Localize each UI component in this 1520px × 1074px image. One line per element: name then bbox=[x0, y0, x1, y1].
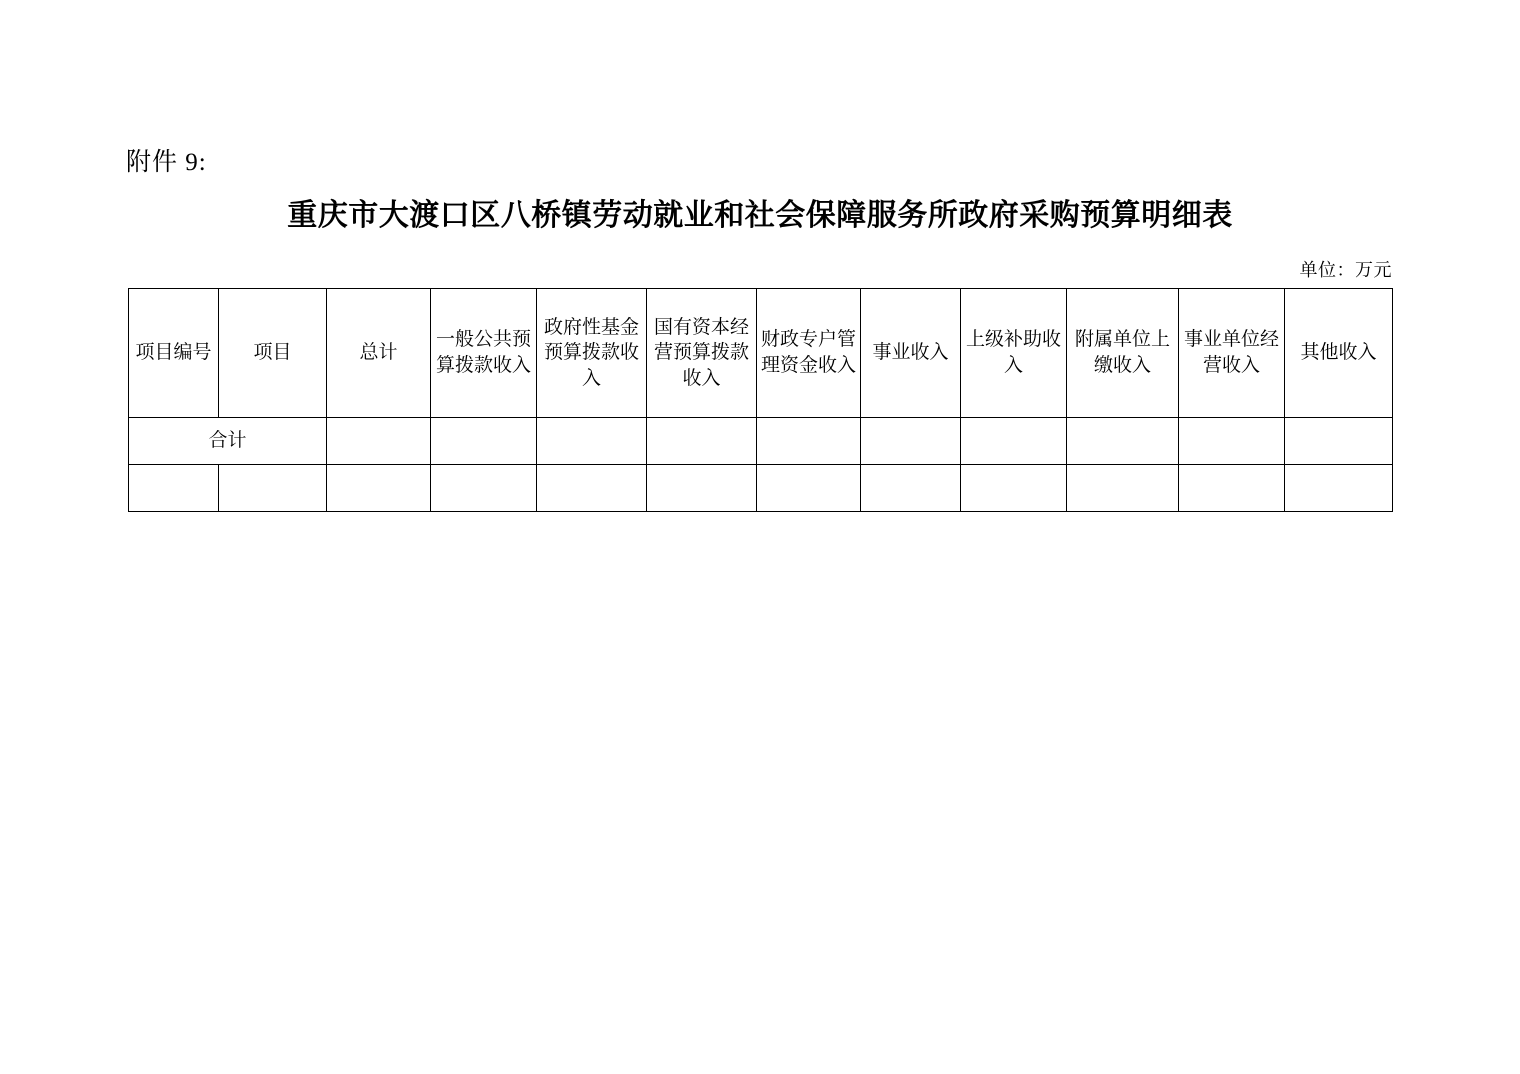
table-header-row bbox=[129, 289, 1393, 418]
column-header-government-fund-budget-appropriation: 政府性基金预算拨款收入 bbox=[537, 289, 647, 418]
table-cell bbox=[219, 465, 327, 512]
table-cell bbox=[961, 418, 1067, 465]
table-cell bbox=[861, 418, 961, 465]
table-cell bbox=[961, 465, 1067, 512]
column-header-business-income: 事业收入 bbox=[861, 289, 961, 418]
table-cell bbox=[327, 465, 431, 512]
table-row bbox=[129, 418, 1393, 465]
column-header-total: 总计 bbox=[327, 289, 431, 418]
table-cell bbox=[1179, 465, 1285, 512]
column-header-superior-subsidy-income: 上级补助收入 bbox=[961, 289, 1067, 418]
table-cell bbox=[1067, 418, 1179, 465]
column-header-other-income: 其他收入 bbox=[1285, 289, 1393, 418]
column-header-state-capital-operation-budget-appropriation: 国有资本经营预算拨款收入 bbox=[647, 289, 757, 418]
table-cell bbox=[1179, 418, 1285, 465]
column-header-subordinate-unit-remittance-income: 附属单位上缴收入 bbox=[1067, 289, 1179, 418]
table-cell bbox=[861, 465, 961, 512]
table-cell bbox=[431, 465, 537, 512]
table-cell bbox=[757, 465, 861, 512]
column-header-institution-operating-income: 事业单位经营收入 bbox=[1179, 289, 1285, 418]
table-cell bbox=[647, 465, 757, 512]
table-cell bbox=[1285, 465, 1393, 512]
table-cell bbox=[537, 418, 647, 465]
table-cell bbox=[327, 418, 431, 465]
column-header-fiscal-special-account-funds: 财政专户管理资金收入 bbox=[757, 289, 861, 418]
row-label-total: 合计 bbox=[129, 418, 327, 465]
page-title: 重庆市大渡口区八桥镇劳动就业和社会保障服务所政府采购预算明细表 bbox=[287, 199, 1233, 232]
column-header-general-public-budget-appropriation: 一般公共预算拨款收入 bbox=[431, 289, 537, 418]
table-cell bbox=[757, 418, 861, 465]
table-row bbox=[129, 465, 1393, 512]
budget-table bbox=[128, 288, 1393, 512]
table-cell bbox=[647, 418, 757, 465]
unit-note: 单位：万元 bbox=[1299, 260, 1392, 280]
attachment-label: 附件 9: bbox=[126, 149, 207, 176]
table-cell bbox=[431, 418, 537, 465]
column-header-project: 项目 bbox=[219, 289, 327, 418]
table-cell bbox=[129, 465, 219, 512]
table-cell bbox=[1067, 465, 1179, 512]
table-cell bbox=[1285, 418, 1393, 465]
column-header-project-code: 项目编号 bbox=[129, 289, 219, 418]
table-cell bbox=[537, 465, 647, 512]
